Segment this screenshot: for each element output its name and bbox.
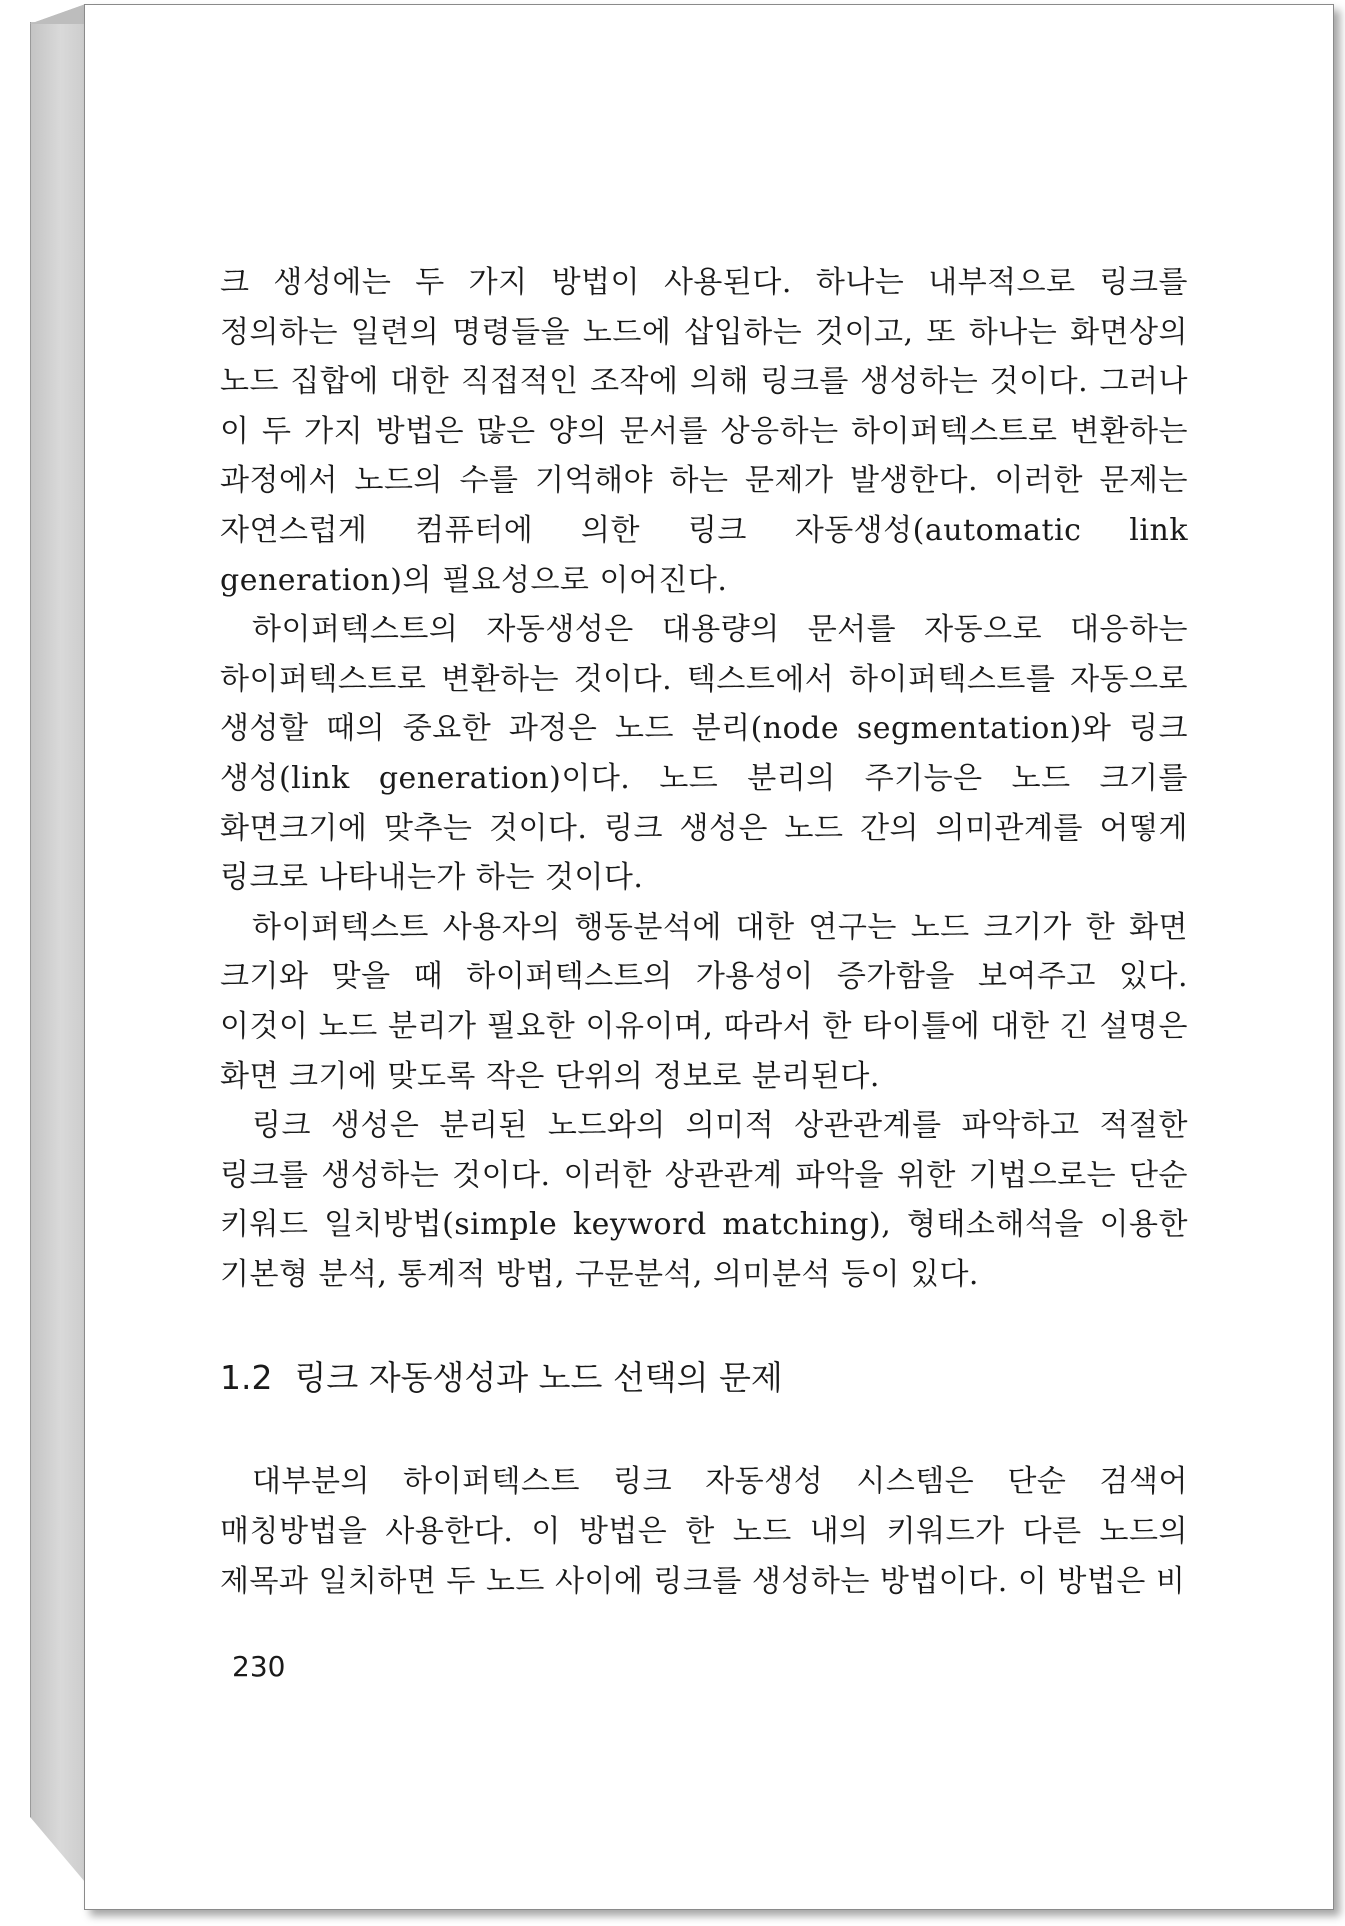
page-edge	[30, 4, 86, 24]
section-title: 링크 자동생성과 노드 선택의 문제	[294, 1358, 783, 1398]
page-number: 230	[232, 1650, 286, 1683]
page-body	[220, 258, 1188, 1606]
paragraph-1: 크 생성에는 두 가지 방법이 사용된다. 하나는 내부적으로 링크를 정의하는 일련의 명령들을 노드에 삽입하는 것이고, 또 하나는 화면상의 노드 집합에 대한 직접적인 조작에 의해 링크를 생성하는 것이다. 그러나 이 두 가지 방법은 많은 양의 문서를 상응하는 하이퍼텍스트로 변환하는 과정에서 노드의 수를 기억해야 하는 문제가 발생한다. 이러한 문제는 자연스럽게 컴퓨터에 의한 링크 자동생성(automatic link generation)의 필요성으로 이어진다.	[220, 265, 1188, 598]
paragraph-3: 하이퍼텍스트 사용자의 행동분석에 대한 연구는 노드 크기가 한 화면 크기와 맞을 때 하이퍼텍스트의 가용성이 증가함을 보여주고 있다. 이것이 노드 분리가 필요한 이유이며, 따라서 한 타이틀에 대한 긴 설명은 화면 크기에 맞도록 작은 단위의 정보로 분리된다.	[220, 909, 1188, 1094]
section-number: 1.2	[220, 1358, 273, 1398]
paragraph-4: 링크 생성은 분리된 노드와의 의미적 상관관계를 파악하고 적절한 링크를 생성하는 것이다. 이러한 상관관계 파악을 위한 기법으로는 단순 키워드 일치방법(simple keyword matching), 형태소해석을 이용한 기본형 분석, 통계적 방법, 구문분석, 의미분석 등이 있다.	[220, 1108, 1188, 1292]
paragraph-5: 대부분의 하이퍼텍스트 링크 자동생성 시스템은 단순 검색어 매칭방법을 사용한다. 이 방법은 한 노드 내의 키워드가 다른 노드의 제목과 일치하면 두 노드 사이에 링크를 생성하는 방법이다. 이 방법은 비	[220, 1464, 1188, 1599]
book-spine	[30, 22, 85, 1882]
section-heading	[220, 1353, 1188, 1403]
paragraph-2: 하이퍼텍스트의 자동생성은 대용량의 문서를 자동으로 대응하는 하이퍼텍스트로 변환하는 것이다. 텍스트에서 하이퍼텍스트를 자동으로 생성할 때의 중요한 과정은 노드 분리(node segmentation)와 링크 생성(link generation)이다. 노드 분리의 주기능은 노드 크기를 화면크기에 맞추는 것이다. 링크 생성은 노드 간의 의미관계를 어떻게 링크로 나타내는가 하는 것이다.	[220, 612, 1188, 896]
